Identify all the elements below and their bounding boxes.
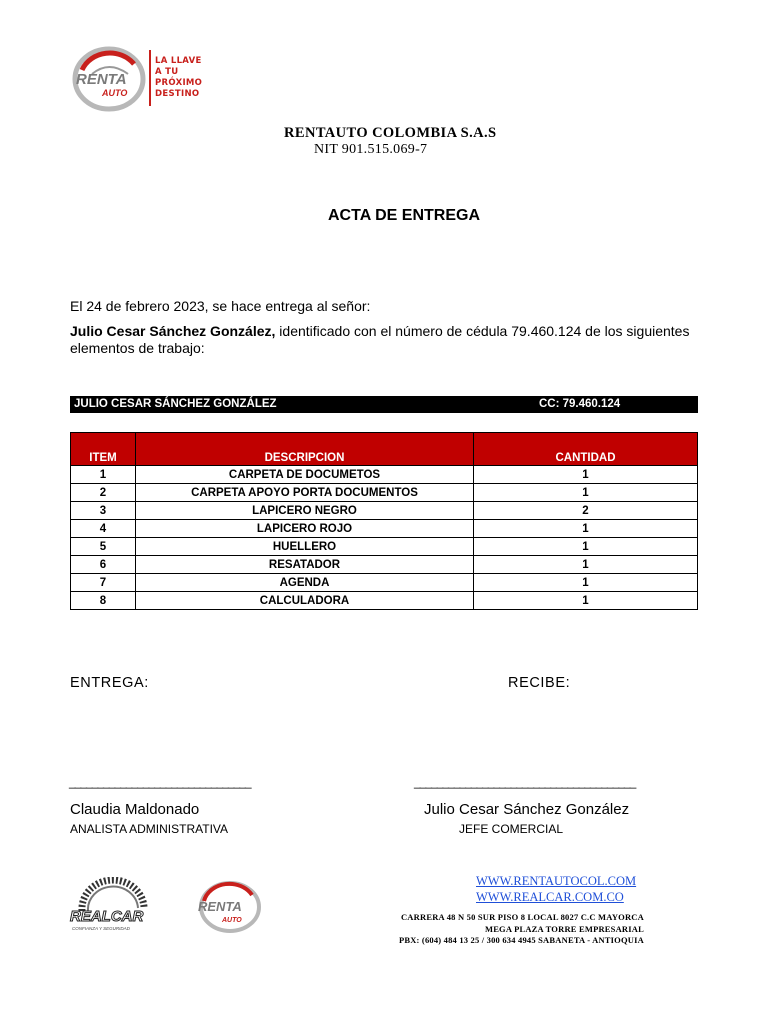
realcar-link[interactable]: WWW.REALCAR.COM.CO bbox=[476, 890, 624, 904]
document-title: ACTA DE ENTREGA bbox=[328, 207, 480, 224]
company-nit: NIT 901.515.069-7 bbox=[314, 142, 428, 157]
cell-item: 1 bbox=[71, 466, 136, 484]
svg-text:RENTA: RENTA bbox=[198, 899, 242, 914]
cell-description: LAPICERO NEGRO bbox=[136, 502, 474, 520]
rentautocol-link[interactable]: WWW.RENTAUTOCOL.COM bbox=[476, 874, 637, 888]
cell-description: CALCULADORA bbox=[136, 592, 474, 610]
cell-description: CARPETA APOYO PORTA DOCUMENTOS bbox=[136, 484, 474, 502]
realcar-logo bbox=[68, 877, 154, 933]
items-table bbox=[70, 432, 698, 610]
footer-links bbox=[476, 873, 636, 905]
header-item: ITEM bbox=[71, 433, 136, 466]
recibe-name: Julio Cesar Sánchez González bbox=[424, 801, 630, 818]
entrega-name: Claudia Maldonado bbox=[70, 801, 200, 818]
cell-quantity: 1 bbox=[474, 520, 698, 538]
table-row bbox=[71, 574, 698, 592]
cell-description: RESATADOR bbox=[136, 556, 474, 574]
cell-quantity: 1 bbox=[474, 538, 698, 556]
logo-divider bbox=[149, 50, 151, 106]
cell-item: 6 bbox=[71, 556, 136, 574]
address-line: CARRERA 48 N 50 SUR PISO 8 LOCAL 8027 C.C MAYORCA bbox=[400, 912, 644, 922]
header-descripcion: DESCRIPCION bbox=[136, 433, 474, 466]
header-cantidad: CANTIDAD bbox=[474, 433, 698, 466]
table-row bbox=[71, 592, 698, 610]
cell-description: CARPETA DE DOCUMETOS bbox=[136, 466, 474, 484]
recipient-bar-cc: CC: 79.460.124 bbox=[539, 398, 621, 410]
table-header-row bbox=[71, 433, 698, 466]
recipient-text: identificado con el número de cédula 79.460.124 de los siguientes elementos de trabajo: bbox=[70, 323, 690, 356]
cell-item: 4 bbox=[71, 520, 136, 538]
cell-description: LAPICERO ROJO bbox=[136, 520, 474, 538]
recipient-paragraph bbox=[70, 323, 710, 357]
cell-item: 3 bbox=[71, 502, 136, 520]
cell-description: AGENDA bbox=[136, 574, 474, 592]
cell-quantity: 1 bbox=[474, 484, 698, 502]
intro-paragraph: El 24 de febrero 2023, se hace entrega al señor: bbox=[70, 298, 371, 314]
entrega-label: ENTREGA: bbox=[70, 675, 149, 691]
cell-item: 5 bbox=[71, 538, 136, 556]
company-name: RENTAUTO COLOMBIA S.A.S bbox=[284, 125, 497, 141]
table-row bbox=[71, 538, 698, 556]
cell-quantity: 1 bbox=[474, 466, 698, 484]
svg-text:REALCAR: REALCAR bbox=[70, 908, 144, 925]
rentauto-small-logo bbox=[196, 880, 264, 934]
cell-description: HUELLERO bbox=[136, 538, 474, 556]
footer-address bbox=[350, 912, 644, 947]
svg-text:CONFIANZA Y SEGURIDAD: CONFIANZA Y SEGURIDAD bbox=[72, 926, 130, 931]
recipient-bar-name: JULIO CESAR SÁNCHEZ GONZÁLEZ bbox=[74, 398, 277, 410]
table-row bbox=[71, 520, 698, 538]
cell-item: 2 bbox=[71, 484, 136, 502]
cell-quantity: 2 bbox=[474, 502, 698, 520]
cell-item: 7 bbox=[71, 574, 136, 592]
entrega-role: ANALISTA ADMINISTRATIVA bbox=[70, 822, 229, 836]
recibe-signature-line: _______________________________________ bbox=[414, 775, 636, 789]
table-row bbox=[71, 502, 698, 520]
cell-quantity: 1 bbox=[474, 592, 698, 610]
cell-item: 8 bbox=[71, 592, 136, 610]
svg-text:AUTO: AUTO bbox=[102, 88, 128, 98]
svg-text:RENTA: RENTA bbox=[76, 71, 127, 88]
table-row bbox=[71, 466, 698, 484]
table-row bbox=[71, 556, 698, 574]
recibe-role: JEFE COMERCIAL bbox=[459, 822, 564, 836]
entrega-signature-line: ________________________________ bbox=[69, 775, 251, 789]
cell-quantity: 1 bbox=[474, 556, 698, 574]
recipient-bar bbox=[70, 396, 698, 413]
logo-tagline: LA LLAVE A TU PRÓXIMO DESTINO bbox=[155, 56, 203, 99]
recipient-name: Julio Cesar Sánchez González, bbox=[70, 323, 276, 339]
table-row bbox=[71, 484, 698, 502]
recibe-label: RECIBE: bbox=[508, 675, 571, 691]
address-line: MEGA PLAZA TORRE EMPRESARIAL bbox=[484, 923, 644, 934]
svg-text:AUTO: AUTO bbox=[222, 917, 242, 924]
address-line: PBX: (604) 484 13 25 / 300 634 4945 SABANETA - ANTIOQUIA bbox=[398, 935, 644, 945]
cell-quantity: 1 bbox=[474, 574, 698, 592]
